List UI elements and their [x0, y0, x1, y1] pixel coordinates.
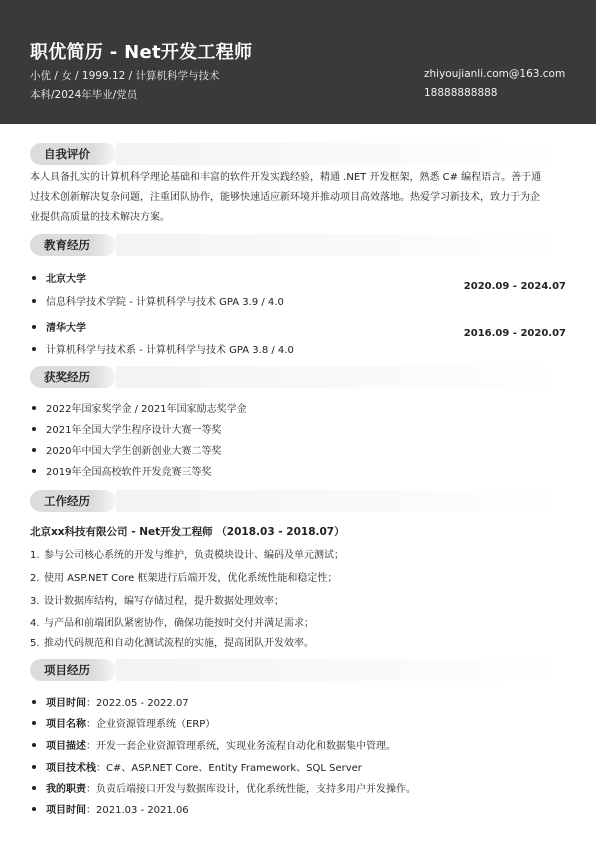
resume-header — [0, 0, 596, 124]
section-education — [30, 234, 566, 256]
section-awards — [30, 366, 566, 388]
education-date: 2016.09 - 2020.07 — [463, 328, 566, 339]
self-evaluation-text: 本人具备扎实的计算机科学理论基础和丰富的软件开发实践经验，精通 .NET 开发框架，熟悉 C# 编程语言。善于通 过技术创新解决复杂问题，注重团队协作，能够快速适应新环境并推动项目高效落地。热爱学习新技术，致力于为企 业提供高质量的技术解决方案。 — [30, 172, 542, 223]
project-item: 项目描述：开发一套企业资源管理系统，实现业务流程自动化和数据集中管理。 — [30, 737, 396, 752]
personal-info: 小优 / 女 / 1999.12 / 计算机科学与技术 — [30, 70, 220, 82]
section-title: 项目经历 — [30, 659, 104, 681]
work-heading: 北京xx科技有限公司 - Net开发工程师 （2018.03 - 2018.07） — [30, 526, 345, 538]
project-item: 我的职责：负责后端接口开发与数据库设计，优化系统性能，支持多用户并发操作。 — [30, 780, 416, 795]
education-school: 北京大学 — [30, 270, 86, 285]
section-self-evaluation — [30, 143, 566, 165]
email[interactable]: zhiyoujianli.com@163.com — [424, 68, 566, 80]
section-title: 自我评价 — [30, 143, 104, 165]
work-item: 3. 设计数据库结构，编写存储过程，提升数据处理效率； — [30, 596, 284, 607]
resume-title: 职优简历 - Net开发工程师 — [30, 42, 253, 63]
section-title: 教育经历 — [30, 234, 104, 256]
work-item: 2. 使用 ASP.NET Core 框架进行后端开发，优化系统性能和稳定性； — [30, 573, 338, 584]
project-item: 项目时间：2021.03 - 2021.06 — [30, 801, 189, 816]
phone[interactable]: 18888888888 — [424, 87, 498, 99]
section-title: 获奖经历 — [30, 366, 104, 388]
section-title: 工作经历 — [30, 490, 104, 512]
education-detail: 计算机科学与技术系 - 计算机科学与技术 GPA 3.8 / 4.0 — [30, 341, 294, 356]
section-work — [30, 490, 566, 512]
award-item: 2020年中国大学生创新创业大赛二等奖 — [30, 442, 221, 457]
work-item: 5. 推动代码规范和自动化测试流程的实施，提高团队开发效率。 — [30, 638, 314, 649]
work-item: 1. 参与公司核心系统的开发与维护，负责模块设计、编码及单元测试； — [30, 550, 344, 561]
project-item: 项目时间：2022.05 - 2022.07 — [30, 694, 189, 709]
work-item: 4. 与产品和前端团队紧密协作，确保功能按时交付并满足需求； — [30, 618, 314, 629]
award-item: 2019年全国高校软件开发竞赛三等奖 — [30, 463, 211, 478]
education-date: 2020.09 - 2024.07 — [463, 281, 566, 292]
education-detail: 信息科学技术学院 - 计算机科学与技术 GPA 3.9 / 4.0 — [30, 293, 284, 308]
project-item: 项目名称：企业资源管理系统（ERP） — [30, 715, 215, 730]
degree-info: 本科/2024年毕业/党员 — [30, 89, 138, 101]
award-item: 2022年国家奖学金 / 2021年国家励志奖学金 — [30, 400, 247, 415]
section-project — [30, 659, 566, 681]
project-item: 项目技术栈：C#、ASP.NET Core、Entity Framework、SQL Server — [30, 759, 362, 774]
award-item: 2021年全国大学生程序设计大赛一等奖 — [30, 421, 221, 436]
education-school: 清华大学 — [30, 319, 86, 334]
